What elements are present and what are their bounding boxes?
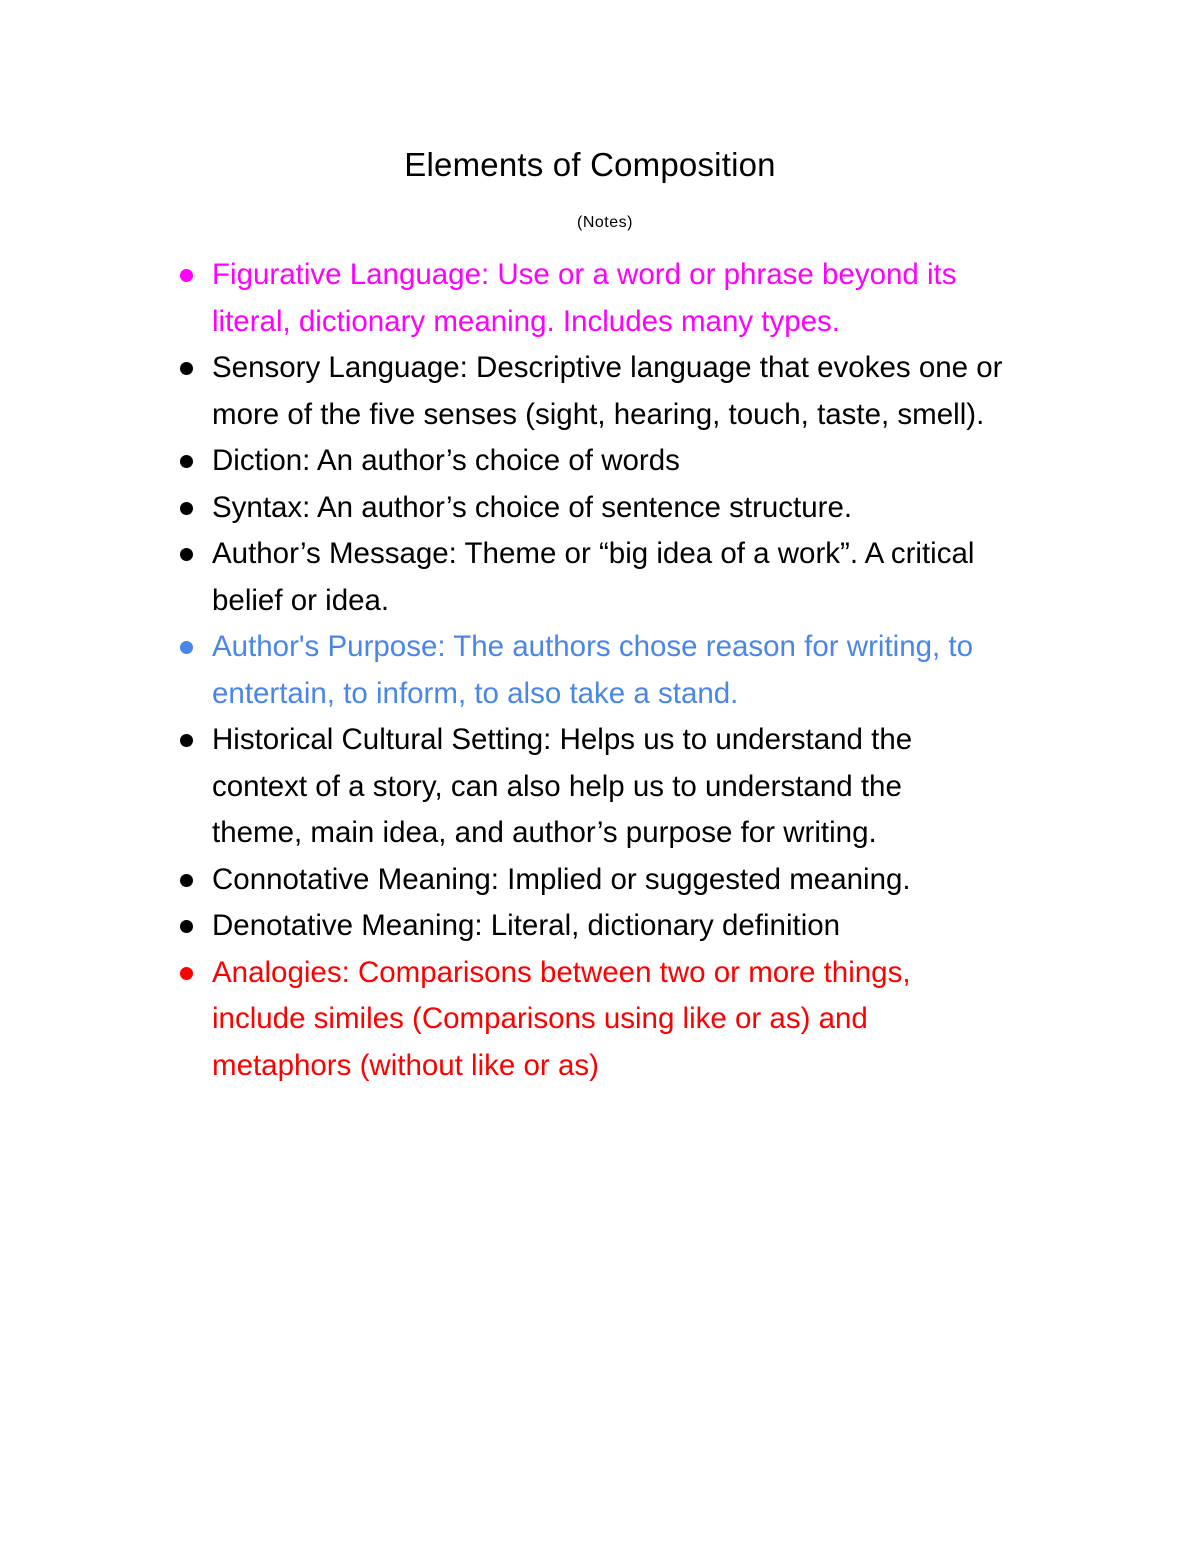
note-text-line: metaphors (without like or as) xyxy=(212,1048,599,1082)
bullet-icon xyxy=(180,967,193,980)
note-item xyxy=(0,717,1200,857)
bullet-icon xyxy=(180,641,193,654)
note-item xyxy=(0,857,1200,904)
note-text-line: Historical Cultural Setting: Helps us to understand the xyxy=(212,723,913,756)
note-text-line: Author’s Message: Theme or “big idea of a work”. A critical xyxy=(212,537,975,570)
note-text-line: more of the five senses (sight, hearing, touch, taste, smell). xyxy=(212,397,985,431)
note-text-line: theme, main idea, and author’s purpose for writing. xyxy=(212,816,877,849)
note-text-line: Sensory Language: Descriptive language that evokes one or xyxy=(212,351,1003,384)
bullet-icon xyxy=(180,920,193,933)
note-text-line: Analogies: Comparisons between two or more things, xyxy=(212,955,911,989)
note-text-line: context of a story, can also help us to understand the xyxy=(212,769,902,803)
page-title: Elements of Composition xyxy=(404,146,776,183)
bullet-icon xyxy=(180,734,193,747)
note-text-line: Connotative Meaning: Implied or suggested meaning. xyxy=(212,862,911,896)
bullet-icon xyxy=(180,269,193,282)
bullet-icon xyxy=(180,548,193,561)
note-text-line: Author's Purpose: The authors chose reason for writing, to xyxy=(212,630,974,663)
note-text-line: include similes (Comparisons using like or as) and xyxy=(212,1002,868,1035)
note-text-line: belief or idea. xyxy=(212,583,390,617)
bullet-icon xyxy=(180,455,193,468)
notes-list xyxy=(0,252,1200,1089)
note-item xyxy=(0,950,1200,1090)
page-subtitle: (Notes) xyxy=(577,214,633,231)
note-text-line: Syntax: An author’s choice of sentence structure. xyxy=(212,490,853,524)
note-text-line: entertain, to inform, to also take a stand. xyxy=(212,676,739,710)
note-text-line: literal, dictionary meaning. Includes many types. xyxy=(212,304,840,338)
bullet-icon xyxy=(180,502,193,515)
note-item xyxy=(0,531,1200,624)
note-text-line: Diction: An author’s choice of words xyxy=(212,444,680,477)
note-text-line: Denotative Meaning: Literal, dictionary definition xyxy=(212,909,841,942)
note-item xyxy=(0,485,1200,532)
note-item xyxy=(0,624,1200,717)
note-text-line: Figurative Language: Use or a word or phrase beyond its xyxy=(212,258,957,291)
note-item xyxy=(0,438,1200,485)
note-item xyxy=(0,252,1200,345)
note-item xyxy=(0,903,1200,950)
note-item xyxy=(0,345,1200,438)
bullet-icon xyxy=(180,874,193,887)
bullet-icon xyxy=(180,362,193,375)
